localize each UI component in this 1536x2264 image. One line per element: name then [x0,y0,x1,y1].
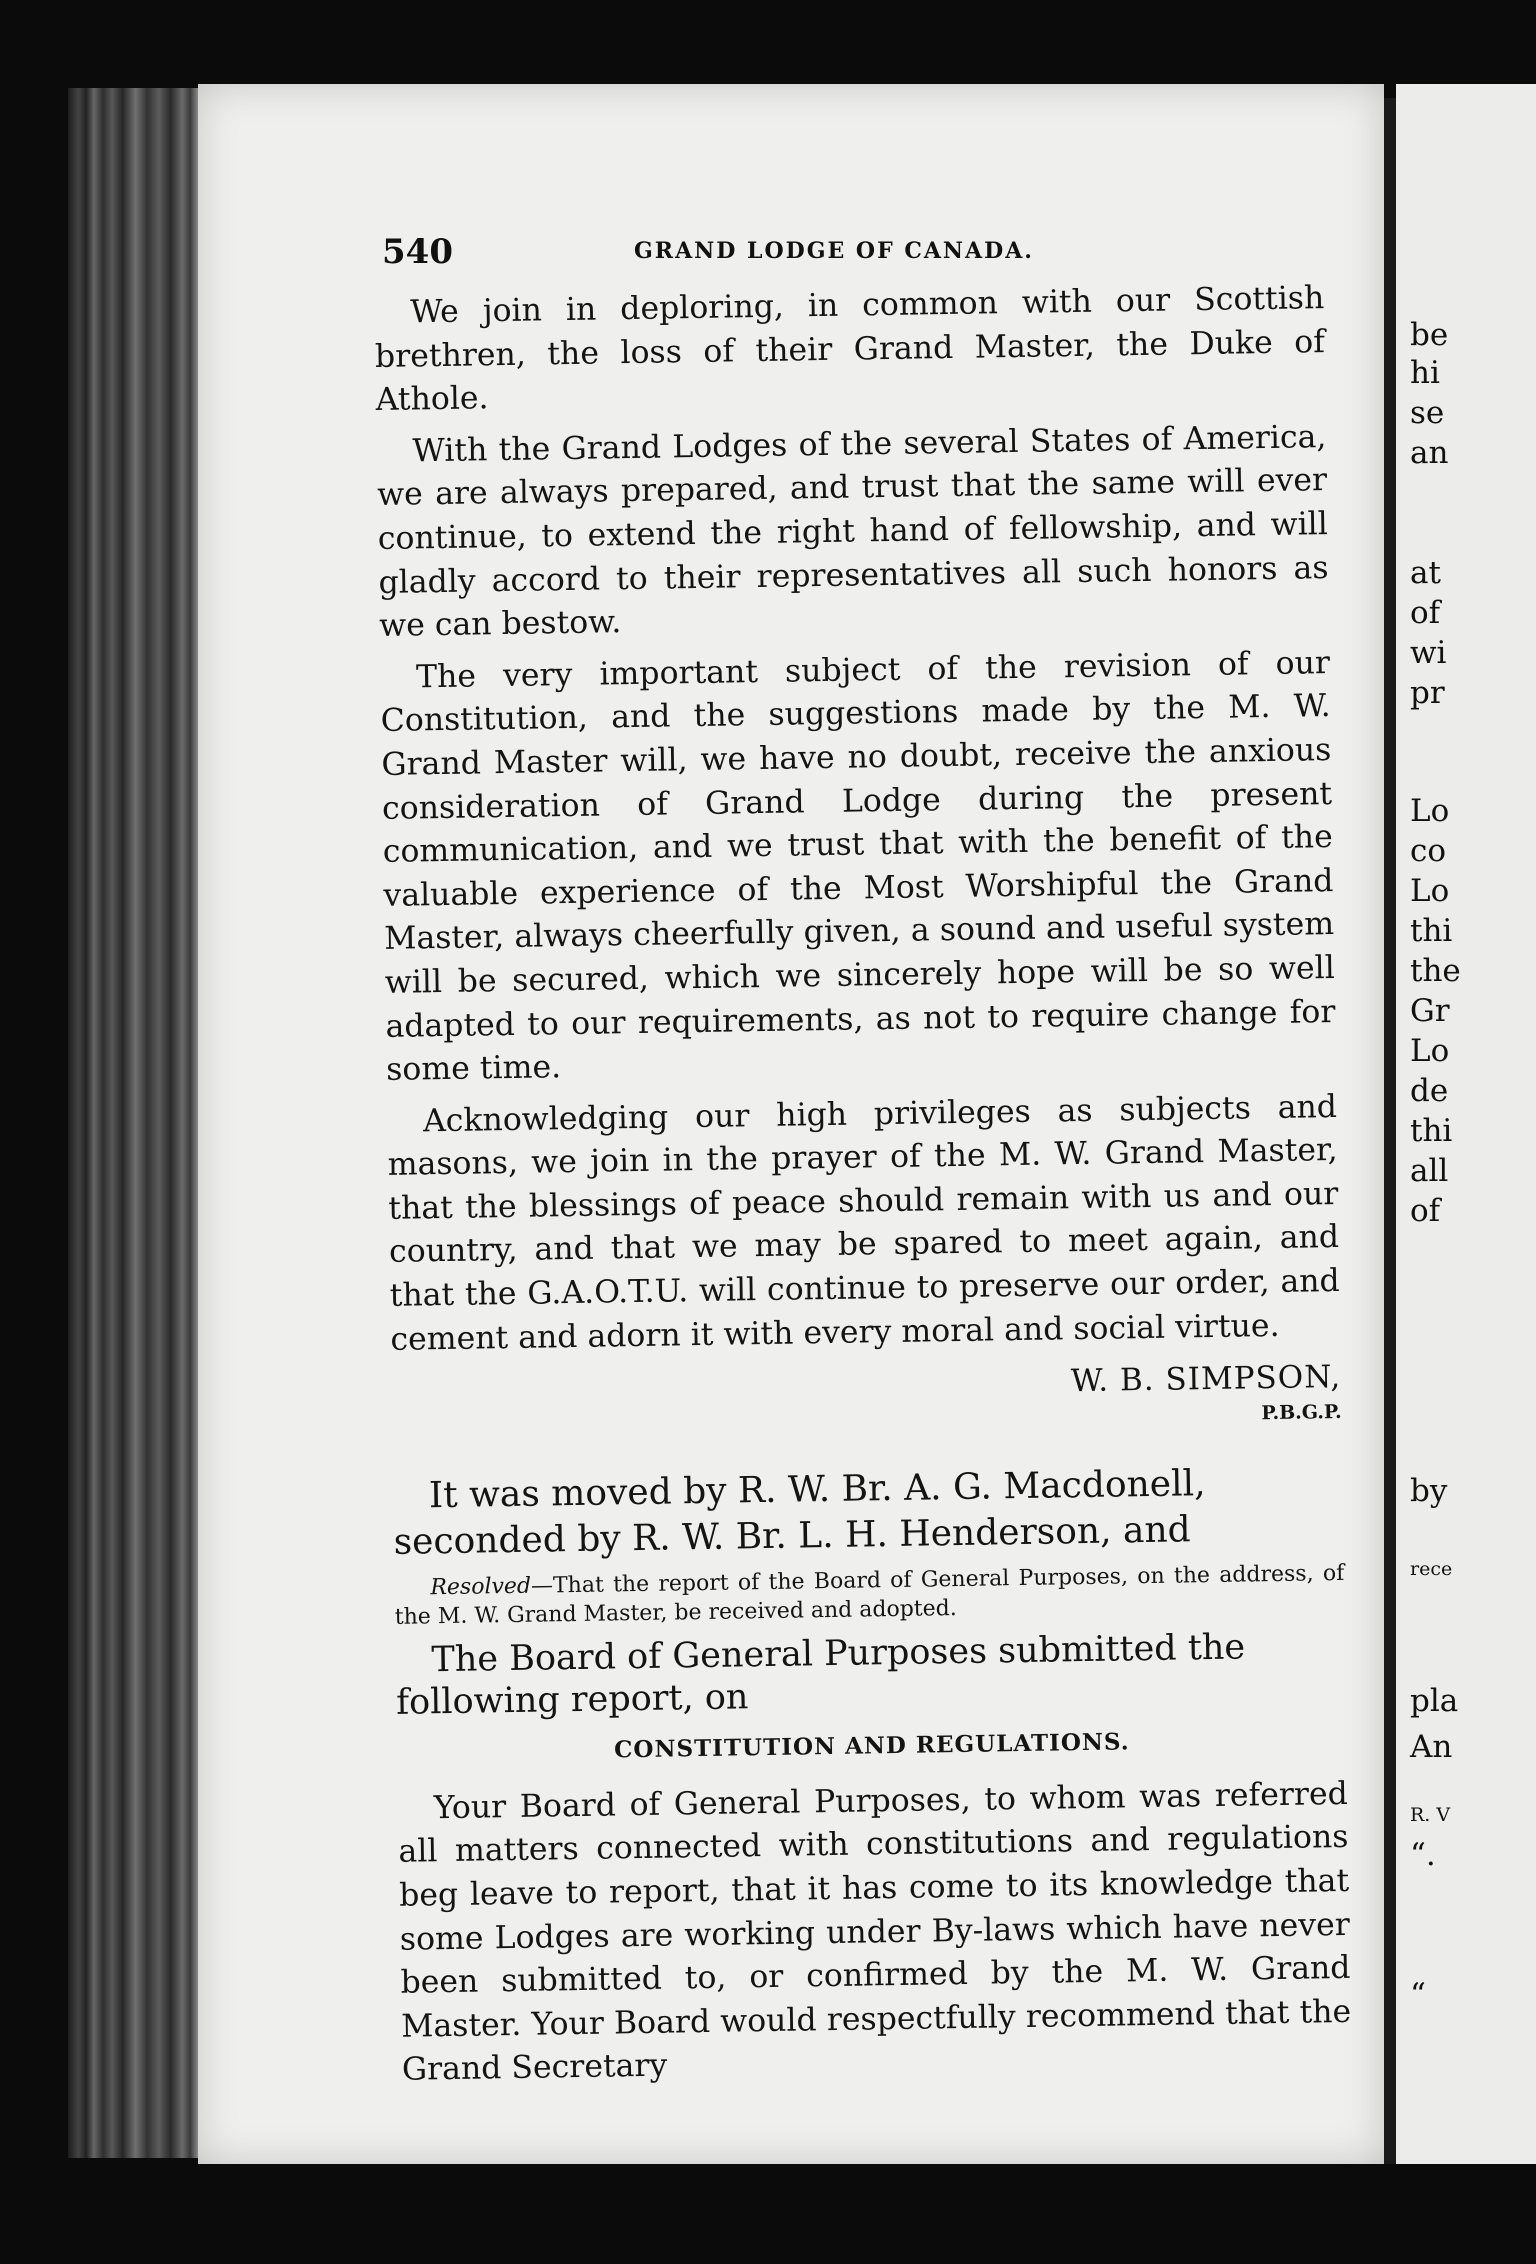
facing-page-fragment: pla [1410,1683,1459,1719]
facing-page-fragment: of [1410,595,1441,631]
facing-page-fragment: Lo [1410,1033,1450,1069]
facing-page-fragment: Lo [1410,873,1450,909]
facing-page-fragment: at [1410,555,1441,591]
facing-page-fragment: hi [1410,355,1440,391]
facing-page-fragment: wi [1410,635,1447,671]
facing-page-fragment: Lo [1410,793,1450,829]
page-number: 540 [382,232,453,272]
facing-page-fragment: by [1410,1473,1448,1509]
motion-text: It was moved by R. W. Br. A. G. Macdonell, seconded by R. W. Br. L. H. Henderson, and [393,1463,1206,1564]
facing-page-fragment: R. V [1410,1804,1451,1826]
resolved-label: Resolved— [430,1573,554,1601]
facing-page-fragment: be [1410,317,1449,353]
facing-page-fragment: co [1410,833,1447,869]
page-gutter [1384,98,1396,2164]
running-title: GRAND LODGE OF CANADA. [634,238,1034,264]
resolved-text: That the report of the Board of General Purposes, on the address, of the M. W. Grand Master, be received and adopted. [394,1561,1345,1631]
facing-page-fragment: se [1410,395,1445,431]
book-binding [68,88,198,2158]
facing-page-fragment: pr [1410,675,1445,711]
facing-page-fragment: an [1410,435,1449,471]
resolution [394,1559,1345,1632]
facing-page-fragment: Gr [1410,993,1450,1029]
facing-page-fragment: of [1410,1193,1441,1229]
page-header [382,232,1342,272]
body-paragraph: Your Board of General Purposes, to whom was referred all matters connected with constitutions and regulations beg leave to report, that it has come to its knowledge that some Lodges are working under By-laws which have never been submitted to, or confirmed by the M. W. Grand Master. Your Board would respectfully recommend that the Grand Secretary [398,1775,1352,2089]
facing-page-fragment: “. [1410,1837,1436,1873]
signature-name: W. B. SIMPSON, [1070,1359,1342,1400]
section-heading: CONSTITUTION AND REGULATIONS. [613,1728,1130,1764]
facing-page-fragment: de [1410,1073,1449,1109]
facing-page-fragment: An [1410,1729,1453,1765]
facing-page-fragment: “ [1410,1977,1426,2013]
facing-page-fragment: the [1410,953,1461,989]
body-paragraph: The very important subject of the revision of our Constitution, and the suggestions made by the M. W. Grand Master will, we have no doubt, receive the anxious consideration of Grand Lodge during the present communication, and we trust that with the benefit of the valuable experience of the Most Worshipful the Grand Master, always cheerfully given, a sound and useful system will be secured, which we sincerely hope will be so well adapted to our requirements, as not to require change for some time. [380,644,1336,1088]
report-intro: The Board of General Purposes submitted the following report, on [395,1627,1246,1724]
facing-page [1396,84,1536,2164]
facing-page-fragment: all [1410,1153,1449,1189]
page-body [374,277,1352,2101]
body-paragraph: Acknowledging our high privileges as subjects and masons, we join in the prayer of the M. W. Grand Master, that the blessings of peace should remain with us and our country, and that we may be spared to meet again, and that the G.A.O.T.U. will continue to preserve our order, and cement and adorn it with every moral and social virtue. [387,1088,1340,1358]
signature-title: P.B.G.P. [1261,1401,1342,1425]
facing-page-fragment: thi [1410,913,1453,949]
facing-page-fragment: thi [1410,1113,1453,1149]
body-paragraph: With the Grand Lodges of the several States of America, we are always prepared, and trust that the same will ever continue, to extend the right hand of fellowship, and will gladly accord to their representatives all such honors as we can bestow. [376,418,1329,645]
facing-page-fragment: rece [1410,1558,1453,1580]
body-paragraph: We join in deploring, in common with our Scottish brethren, the loss of their Grand Master, the Duke of Athole. [374,280,1326,419]
